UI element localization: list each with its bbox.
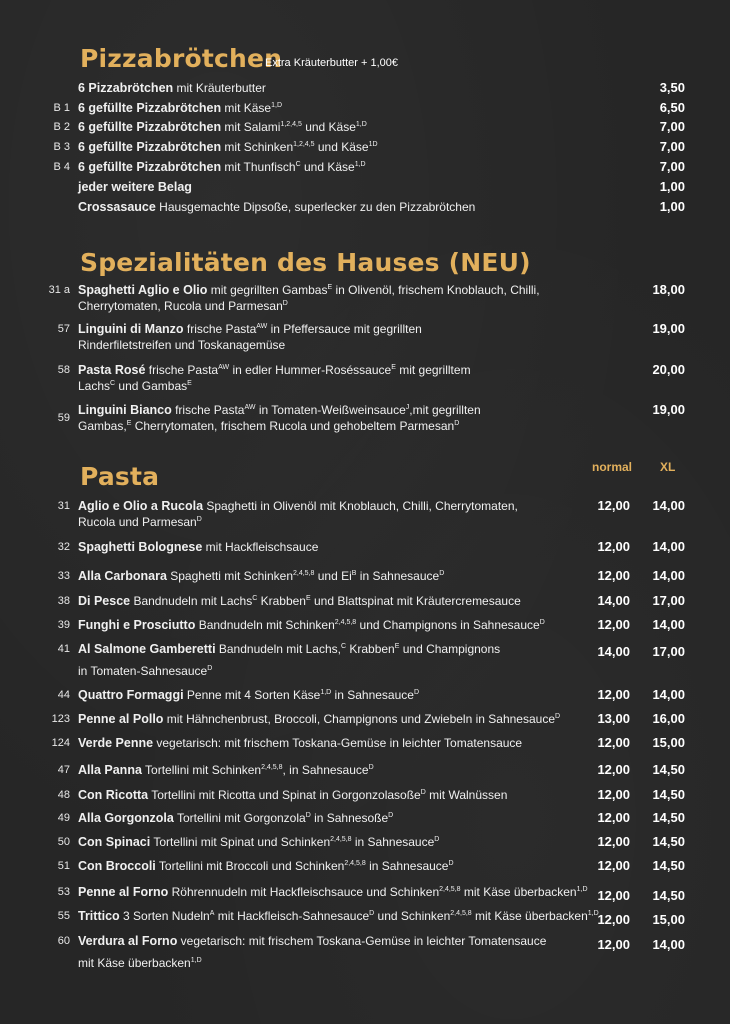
item-name: 6 gefüllte Pizzabrötchen	[78, 160, 222, 174]
price-normal: 12,00	[597, 762, 630, 777]
item-desc: mit Salami	[221, 120, 281, 134]
price-xl: 14,00	[652, 937, 685, 952]
price-xl: 15,00	[652, 735, 685, 750]
item-desc-2: und Käse	[301, 120, 356, 134]
item-price: 7,00	[659, 139, 685, 154]
allergen-note: C	[295, 161, 301, 168]
item-price: 7,00	[659, 119, 685, 134]
item-name: 6 gefüllte Pizzabrötchen	[78, 120, 222, 134]
item-number: 124	[51, 737, 70, 749]
item-number: B 3	[53, 141, 70, 153]
price-normal: 12,00	[597, 568, 630, 583]
item-number: 55	[57, 910, 70, 922]
item-price: 19,00	[652, 402, 685, 417]
item-price: 6,50	[659, 100, 685, 115]
price-normal: 12,00	[597, 858, 630, 873]
item-number: 39	[57, 619, 70, 631]
item-name: Quattro Formaggi	[78, 688, 184, 702]
item-name: Trittico	[78, 909, 120, 923]
price-xl: 14,50	[652, 787, 685, 802]
item-name: Al Salmone Gamberetti	[78, 642, 216, 656]
item-name: Pasta Rosé	[78, 363, 146, 377]
price-normal: 12,00	[597, 834, 630, 849]
item-number: 57	[57, 323, 70, 335]
item-price: 20,00	[652, 362, 685, 377]
item-name: Alla Carbonara	[78, 569, 167, 583]
allergen-note: 1,D	[354, 161, 366, 168]
item-name: Penne al Forno	[78, 885, 169, 899]
item-price: 1,00	[659, 199, 685, 214]
allergen-note: 1,2,4,5	[293, 141, 315, 148]
item-name: Penne al Pollo	[78, 712, 164, 726]
item-number: 60	[57, 935, 70, 947]
item-name: Linguini di Manzo	[78, 322, 184, 336]
item-number: 33	[57, 570, 70, 582]
item-desc: mit Kräuterbutter	[173, 81, 266, 95]
item-number: 44	[57, 689, 70, 701]
item-number: B 2	[53, 121, 70, 133]
item-number: 31 a	[48, 284, 70, 296]
item-number: 41	[57, 643, 70, 655]
price-xl: 14,50	[652, 858, 685, 873]
column-xl: XL	[660, 460, 676, 474]
price-normal: 14,00	[597, 593, 630, 608]
item-name: Aglio e Olio a Rucola	[78, 499, 204, 513]
price-normal: 13,00	[597, 711, 630, 726]
price-normal: 12,00	[597, 539, 630, 554]
item-desc: Hausgemachte Dipsoße, superlecker zu den Pizzabrötchen	[155, 200, 476, 214]
item-number: 32	[57, 541, 70, 553]
price-normal: 12,00	[597, 687, 630, 702]
price-xl: 14,00	[652, 687, 685, 702]
section-title-spezialitaeten: Spezialitäten des Hauses (NEU)	[80, 248, 531, 277]
item-number: 38	[57, 595, 70, 607]
item-name: Verde Penne	[78, 736, 154, 750]
extra-note: Extra Kräuterbutter + 1,00€	[265, 57, 398, 69]
price-normal: 12,00	[597, 912, 630, 927]
item-price: 3,50	[659, 80, 685, 95]
item-name: Crossasauce	[78, 200, 156, 214]
item-number: 123	[51, 713, 70, 725]
item-name: 6 gefüllte Pizzabrötchen	[78, 101, 222, 115]
item-number: 48	[57, 789, 70, 801]
item-desc: mit Schinken	[221, 140, 294, 154]
section-title-pizzabroetchen: Pizzabrötchen	[80, 44, 283, 73]
price-normal: 12,00	[597, 888, 630, 903]
item-desc: mit Käse	[221, 101, 272, 115]
item-desc-2: und Käse	[314, 140, 369, 154]
item-price: 7,00	[659, 159, 685, 174]
item-number: B 4	[53, 161, 70, 173]
item-name: Di Pesce	[78, 594, 131, 608]
item-name: Alla Gorgonzola	[78, 811, 174, 825]
price-xl: 14,00	[652, 617, 685, 632]
price-normal: 12,00	[597, 735, 630, 750]
item-number: 50	[57, 836, 70, 848]
item-name: Linguini Bianco	[78, 403, 172, 417]
item-number: 49	[57, 812, 70, 824]
price-normal: 12,00	[597, 498, 630, 513]
price-xl: 17,00	[652, 593, 685, 608]
item-price: 19,00	[652, 321, 685, 336]
allergen-note: 1,D	[355, 121, 367, 128]
item-number: 51	[57, 860, 70, 872]
item-number: 47	[57, 764, 70, 776]
item-price: 18,00	[652, 282, 685, 297]
item-name: Alla Panna	[78, 763, 142, 777]
price-xl: 14,00	[652, 539, 685, 554]
item-desc: mit Thunfisch	[221, 160, 296, 174]
price-xl: 14,00	[652, 568, 685, 583]
price-xl: 14,50	[652, 888, 685, 903]
item-name: 6 Pizzabrötchen	[78, 81, 174, 95]
item-number: 31	[57, 500, 70, 512]
price-xl: 14,00	[652, 498, 685, 513]
item-desc-2: und Käse	[300, 160, 355, 174]
item-name: Funghi e Prosciutto	[78, 618, 196, 632]
item-number: 53	[57, 886, 70, 898]
price-xl: 17,00	[652, 644, 685, 659]
allergen-note: 1,2,4,5	[280, 121, 302, 128]
item-name: Con Spinaci	[78, 835, 151, 849]
column-normal: normal	[592, 460, 633, 474]
item-number: B 1	[53, 102, 70, 114]
item-name: jeder weitere Belag	[78, 180, 192, 194]
item-name: Con Broccoli	[78, 859, 156, 873]
price-xl: 14,50	[652, 762, 685, 777]
item-price: 1,00	[659, 179, 685, 194]
price-normal: 14,00	[597, 644, 630, 659]
price-normal: 12,00	[597, 937, 630, 952]
item-name: 6 gefüllte Pizzabrötchen	[78, 140, 222, 154]
allergen-note: 1,D	[271, 102, 283, 109]
item-name: Verdura al Forno	[78, 934, 178, 948]
price-xl: 14,50	[652, 834, 685, 849]
item-name: Spaghetti Bolognese	[78, 540, 203, 554]
item-number: 59	[57, 412, 70, 424]
allergen-note: 1D	[368, 141, 378, 148]
price-xl: 14,50	[652, 810, 685, 825]
item-name: Con Ricotta	[78, 788, 149, 802]
price-xl: 16,00	[652, 711, 685, 726]
price-normal: 12,00	[597, 810, 630, 825]
item-name: Spaghetti Aglio e Olio	[78, 283, 208, 297]
price-xl: 15,00	[652, 912, 685, 927]
menu-page: Pizzabrötchen Extra Kräuterbutter + 1,00€ 6 Pizzabrötchen mit Kräuterbutter 3,50 B 1 6 gefüllte Pizzabrötchen mit Käse$^{1,D}$ 6,50 B 2 6 gefüllte Pizzabrötchen mit Salami$^{1,2,4,5}$ und Käse$^{1,D}$ 7,00 B 3 6 gefüllte Pizzabrötchen mit Schinken$^{1,2,4,5}$ und Käse$^{1D}$ 7,00 B 4 6 gefüllte Pizzabrötchen mit Thunfisch$^C$ und Käse$^{1,D}$ 7,00 jeder weitere Belag 1,00 Crossasauce Hausgemachte Dipsoße, superlecker zu den Pizzabrötchen 1,00 Spezialitäten des Hauses (NEU) 31 a Spaghetti Aglio e Olio mit gegrillten Gambas$^E$ in Olivenöl, frischem Knoblauch, Chilli, Cherrytomaten, Rucola und Parmesan$^D$ 18,00 57 Linguini di Manzo frische Pasta$^{AW}$ in Pfeffersauce mit gegrillten Rinderfiletstreifen und Toskanagemüse 19,00 58 Pasta Rosé frische Pasta$^{AW}$ in edler Hummer-Roséssauce$^E$ mit gegrilltem Lachs$^C$ und Gambas$^E$ 20,00 59 Linguini Bianco frische Pasta$^{AW}$ in Tomaten-Weißweinsauce$^J$,mit gegrillten Gambas,$^E$ Cherrytomaten, frischem Rucola und gehobeltem Parmesan$^D$ 19,00 Pasta normal XL 31 Aglio e Olio a Rucola Spaghetti in Olivenöl mit Knoblauch, Chilli, Cherrytomaten, Rucola und Parmesan$^D$ 12,00 14,00 32 Spaghetti Bolognese mit Hackfleischsauce 12,00 14,00 33 Alla Carbonara Spaghetti mit Schinken$^{2,4,5,8}$ und $Ei^B$ in Sahnesauce$^D$ 12,00 14,00 38 Di Pesce Bandnudeln mit Lachs$^C$ Krabben$^E$ und Blattspinat mit Kräutercremesauce 14,00 17,00 39 Funghi e Prosciutto Bandnudeln mit Schinken$^{2,4,5,8}$ und Champignons in Sahnesauce$^D$ 12,00 14,00 41 Al Salmone Gamberetti Bandnudeln mit Lachs,$^C$ Krabben$^E$ und Champignons in Tomaten-Sahnesauce$^D$ 14,00 17,00 44 Quattro Formaggi Penne mit 4 Sorten Käse$^{1,D}$ in Sahnesauce$^D$ 12,00 14,00 123 Penne al Pollo mit Hähnchenbrust, Broccoli, Champignons und Zwiebeln in Sahnesauce$^D$ 13,00 16,00 124 Verde Penne vegetarisch: mit frischem Toskana-Gemüse in leichter Tomatensauce 12,00 15,00 47 Alla Panna Tortellini mit Schinken$^{2,4,5,8}$, in Sahnesauce$^D$ 12,00 14,50 48 Con Ricotta Tortellini mit Ricotta und Spinat in Gorgonzolasoße$^D$ mit Walnüssen 12,00 14,50 49 Alla Gorgonzola Tortellini mit Gorgonzola$^D$ in Sahnesoße$^D$ 12,00 14,50 50 Con Spinaci Tortellini mit Spinat und Schinken$^{2,4,5,8}$ in Sahnesauce$^D$ 12,00 14,50 51 Con Broccoli Tortellini mit Broccoli und Schinken$^{2,4,5,8}$ in Sahnesauce$^D$ 12,00 14,50 53 Penne al Forno Röhrennudeln mit Hackfleischsauce und Schinken$^{2,4,5,8}$ mit Käse überbacken$^{1,D}$ 12,00 14,50 55 Trittico 3 Sorten Nudeln$^A$ mit Hackfleisch-Sahnesauce$^D$ und Schinken$^{2,4,5,8}$ mit Käse überbacken$^{1,D}$ 12,00 15,00 60 Verdura al Forno vegetarisch: mit frischem Toskana-Gemüse in leichter Tomatensauce mit Käse überbacken$^{1,D}$ 12,00 14,00	[0, 0, 730, 1024]
price-normal: 12,00	[597, 787, 630, 802]
section-title-pasta: Pasta	[80, 462, 160, 491]
item-number: 58	[57, 364, 70, 376]
price-normal: 12,00	[597, 617, 630, 632]
